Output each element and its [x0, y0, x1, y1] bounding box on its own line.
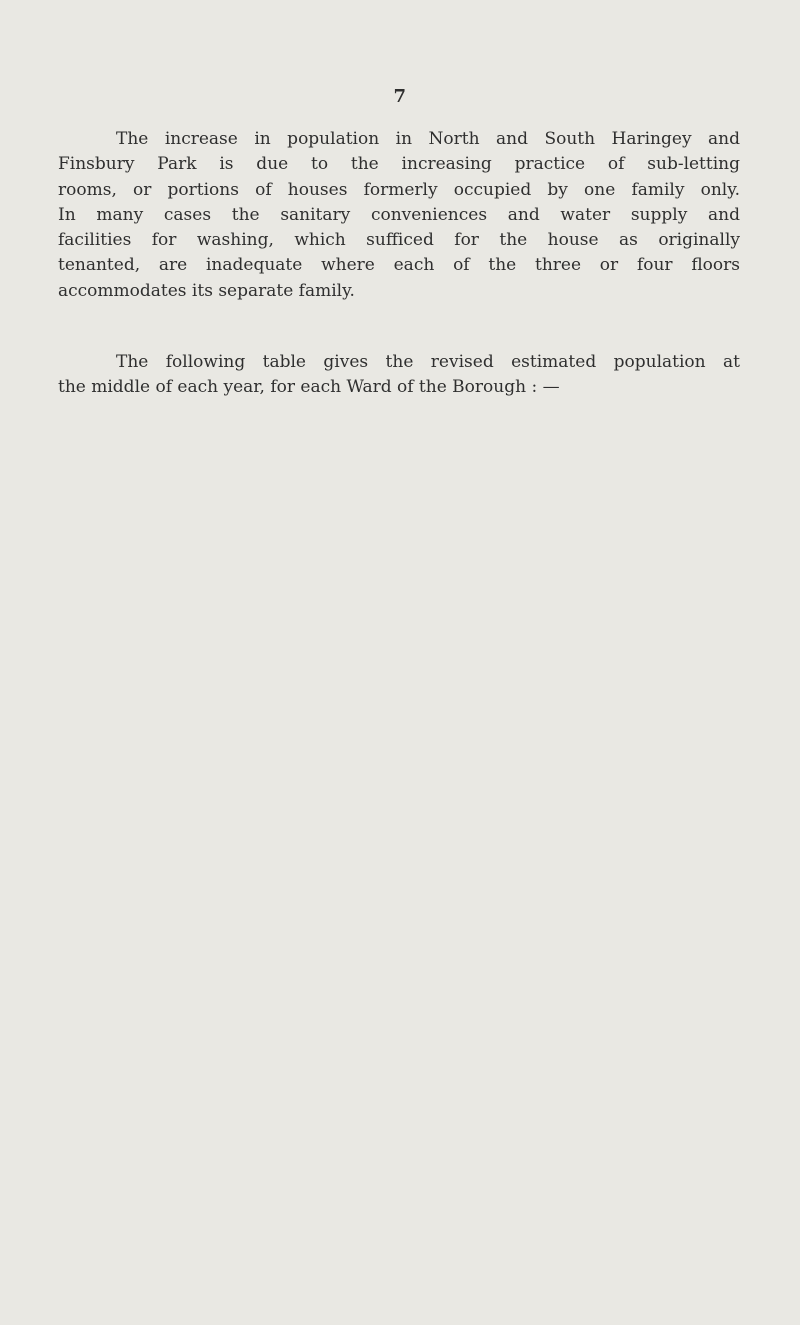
- paragraph-line: Finsbury Park is due to the increasing practice of sub-letting: [58, 154, 740, 175]
- paragraph-line: the middle of each year, for each Ward of the Borough : —: [58, 377, 560, 398]
- paragraph-line: accommodates its separate family.: [58, 280, 355, 301]
- paragraph-line: rooms, or portions of houses formerly occupied by one family only.: [58, 179, 740, 200]
- paragraph-population-increase: [58, 127, 740, 304]
- paragraph-table-intro: [58, 350, 740, 401]
- page-number: 7: [393, 86, 407, 107]
- paragraph-line: The increase in population in North and South Haringey and: [116, 129, 740, 149]
- paragraph-line: The following table gives the revised estimated population at: [116, 352, 740, 372]
- paragraph-line: tenanted, are inadequate where each of the three or four floors: [58, 255, 740, 276]
- paragraph-line: In many cases the sanitary conveniences and water supply and: [58, 204, 740, 225]
- paragraph-line: facilities for washing, which sufficed for the house as originally: [58, 230, 740, 251]
